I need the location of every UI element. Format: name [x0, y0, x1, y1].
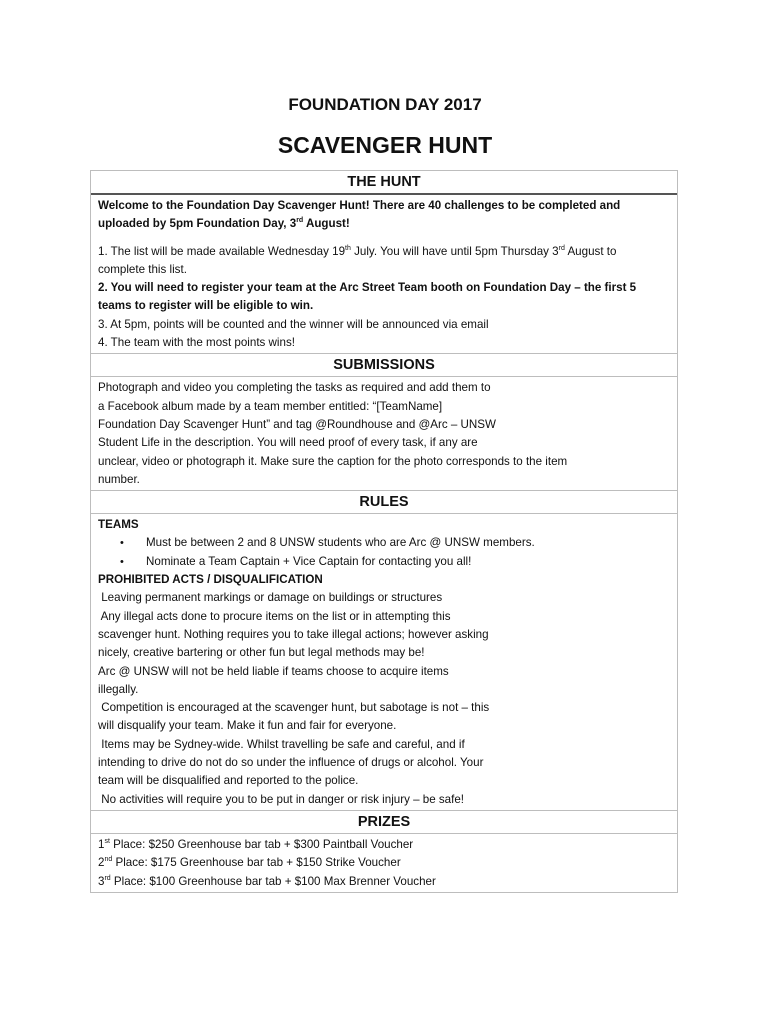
rules-table: [90, 170, 678, 893]
prize-rank: 3: [98, 874, 105, 888]
hunt-heading: THE HUNT: [91, 171, 677, 195]
item1-text-a: 1. The list will be made available Wednesday 19: [98, 244, 346, 258]
hunt-section: [91, 195, 677, 354]
welcome-text-end: August!: [303, 217, 350, 231]
rules-line: intending to drive do not do so under the influence of drugs or alcohol. Your: [98, 756, 484, 770]
item1-text-c: August to: [564, 244, 617, 258]
rules-line: Any illegal acts done to procure items on the list or in attempting this: [98, 609, 451, 623]
welcome-line-1: Welcome to the Foundation Day Scavenger Hunt! There are 40 challenges to be completed and: [98, 199, 621, 212]
prize-rank-sup: st: [104, 838, 110, 846]
prize-item: [98, 854, 670, 872]
rules-line: Competition is encouraged at the scavenger hunt, but sabotage is not – this: [98, 701, 490, 715]
prize-item: [98, 873, 670, 891]
rules-section: [91, 514, 677, 811]
rules-line: nicely, creative bartering or other fun but legal methods may be!: [98, 646, 425, 660]
bullet-text: Must be between 2 and 8 UNSW students who are Arc @ UNSW members.: [146, 536, 535, 550]
bullet-icon: •: [120, 537, 124, 550]
submissions-line: Student Life in the description. You will need proof of every task, if any are: [98, 436, 478, 450]
rules-line: Arc @ UNSW will not be held liable if teams choose to acquire items: [98, 664, 449, 678]
prize-rank-sup: nd: [104, 856, 113, 864]
hunt-item-4: 4. The team with the most points wins!: [98, 336, 295, 350]
prizes-section: [91, 834, 677, 892]
prizes-heading: PRIZES: [91, 811, 677, 834]
hunt-item-3: 3. At 5pm, points will be counted and the winner will be announced via email: [98, 317, 489, 331]
rules-line: team will be disqualified and reported to the police.: [98, 774, 359, 788]
page-title: FOUNDATION DAY 2017: [288, 95, 482, 114]
rules-line: illegally.: [98, 682, 139, 696]
hunt-item-1: [98, 243, 670, 261]
submissions-line: a Facebook album made by a team member entitled: “[TeamName]: [98, 399, 443, 413]
hunt-item-2: 2. You will need to register your team at the Arc Street Team booth on Foundation Day – the first 5: [98, 281, 637, 295]
item1-text-b: July. You will have until 5pm Thursday 3: [350, 244, 559, 258]
welcome-line-2: [98, 215, 670, 233]
list-item: [98, 534, 670, 552]
submissions-line: unclear, video or photograph it. Make sure the caption for the photo corresponds to the item: [98, 454, 568, 468]
rules-heading: RULES: [91, 491, 677, 514]
hunt-item-2-cont: teams to register will be eligible to win.: [98, 299, 314, 313]
teams-label: TEAMS: [98, 518, 139, 532]
rules-line: Leaving permanent markings or damage on buildings or structures: [98, 591, 443, 605]
prize-rank: 2: [98, 856, 105, 870]
page-subtitle: SCAVENGER HUNT: [277, 132, 493, 158]
prize-item: [98, 836, 670, 854]
rules-line: scavenger hunt. Nothing requires you to take illegal actions; however asking: [98, 627, 489, 641]
submissions-heading: SUBMISSIONS: [91, 354, 677, 377]
prize-rank: 1: [98, 837, 105, 851]
item1-sup-1: th: [345, 244, 351, 252]
bullet-text: Nominate a Team Captain + Vice Captain for contacting you all!: [146, 554, 472, 568]
welcome-sup: rd: [296, 217, 304, 225]
welcome-text: uploaded by 5pm Foundation Day, 3: [98, 217, 297, 231]
prohibited-label: PROHIBITED ACTS / DISQUALIFICATION: [98, 573, 323, 587]
hunt-item-1-cont: complete this list.: [98, 262, 187, 276]
submissions-line: number.: [98, 472, 140, 486]
submissions-section: [91, 377, 677, 491]
rules-line: will disqualify your team. Make it fun and fair for everyone.: [98, 719, 397, 733]
prize-text: Place: $100 Greenhouse bar tab + $100 Max Brenner Voucher: [110, 874, 436, 888]
list-item: [98, 553, 670, 571]
submissions-line: Photograph and video you completing the tasks as required and add them to: [98, 381, 491, 395]
item1-sup-2: rd: [558, 244, 565, 252]
prize-text: Place: $175 Greenhouse bar tab + $150 Strike Voucher: [112, 856, 401, 870]
bullet-icon: •: [120, 555, 124, 568]
submissions-line: Foundation Day Scavenger Hunt” and tag @Roundhouse and @Arc – UNSW: [98, 417, 496, 431]
prize-rank-sup: rd: [104, 874, 111, 882]
rules-line: Items may be Sydney-wide. Whilst travelling be safe and careful, and if: [98, 737, 465, 751]
prize-text: Place: $250 Greenhouse bar tab + $300 Paintball Voucher: [109, 837, 414, 851]
rules-line: No activities will require you to be put in danger or risk injury – be safe!: [98, 792, 465, 806]
